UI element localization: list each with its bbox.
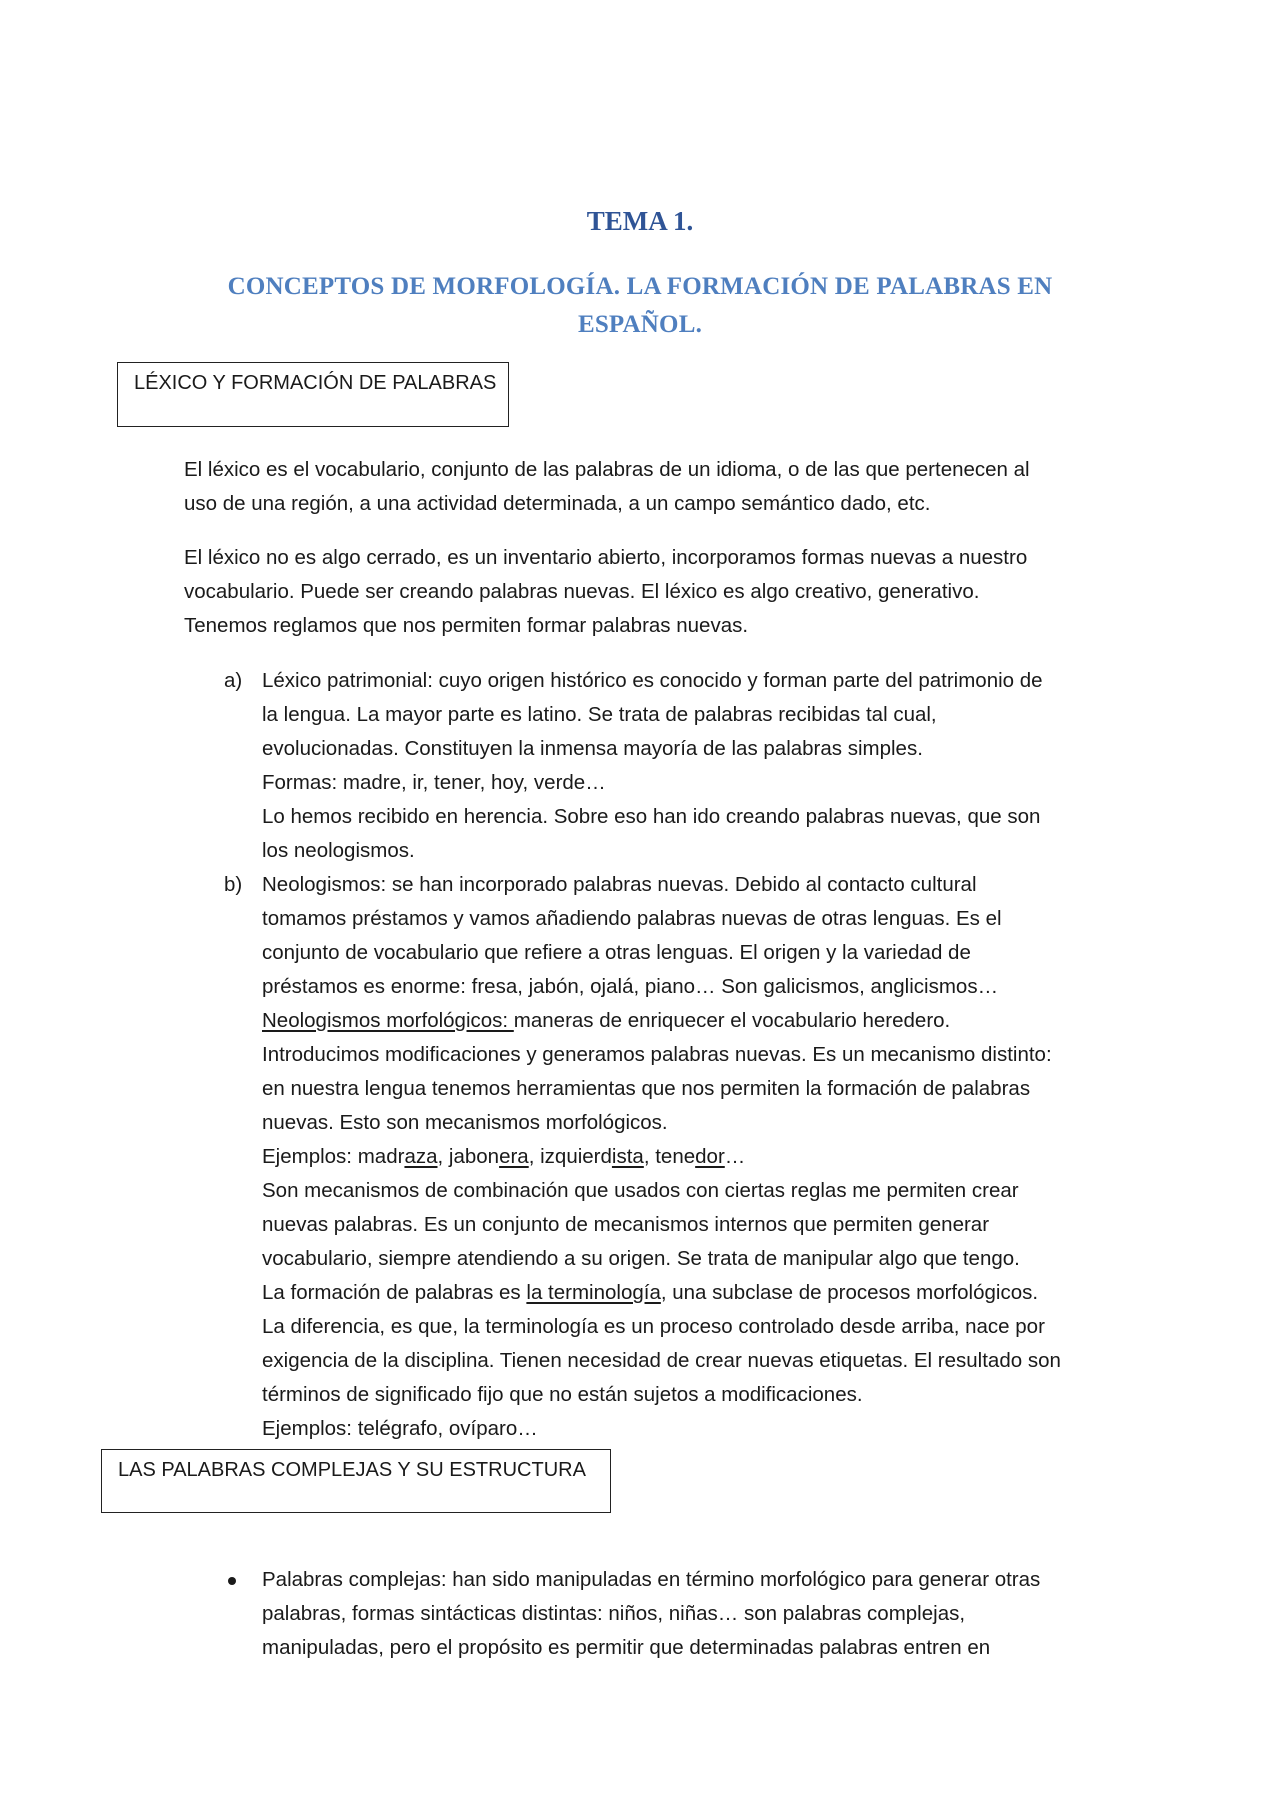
text-line: términos de significado fijo que no están sujetos a modificaciones.: [262, 1383, 863, 1406]
page-title: TEMA 1.: [586, 206, 694, 236]
word-stem: madr: [357, 1145, 405, 1168]
text-line: nuevas palabras. Es un conjunto de mecanismos internos que permiten generar: [262, 1213, 990, 1236]
section-heading-palabras-complejas: LAS PALABRAS COMPLEJAS Y SU ESTRUCTURA: [101, 1449, 611, 1513]
list-marker: b): [224, 873, 243, 896]
text-line: El léxico no es algo cerrado, es un inventario abierto, incorporamos formas nuevas a nuestro: [184, 546, 1028, 569]
ellipsis: …: [724, 1145, 746, 1168]
bullet-icon: [228, 1577, 236, 1585]
list-item-b: [184, 868, 1124, 1446]
text-run: maneras de enriquecer el vocabulario heredero.: [513, 1009, 951, 1032]
underlined-suffix: era: [499, 1145, 529, 1168]
list-marker: a): [224, 669, 243, 692]
list-item-a: [184, 664, 1124, 868]
text-line: Lo hemos recibido en herencia. Sobre eso han ido creando palabras nuevas, que son: [262, 805, 1041, 828]
bullet-list: [184, 1563, 1124, 1665]
examples-line: [262, 1140, 1124, 1174]
underlined-term: Neologismos morfológicos:: [262, 1009, 514, 1032]
text-line: nuevas. Esto son mecanismos morfológicos.: [262, 1111, 668, 1134]
subtitle-line: CONCEPTOS DE MORFOLOGÍA. LA FORMACIÓN DE PALABRAS EN: [227, 273, 1053, 300]
text-line: Palabras complejas: han sido manipuladas en término morfológico para generar otras: [262, 1568, 1041, 1591]
word-stem: jabon: [448, 1145, 500, 1168]
text-run: La formación de palabras es: [262, 1281, 527, 1304]
text-run: Ejemplos:: [262, 1145, 358, 1168]
text-line: exigencia de la disciplina. Tienen necesidad de crear nuevas etiquetas. El resultado son: [262, 1349, 1061, 1372]
lexico-list: [184, 664, 1124, 1446]
word-stem: izquierd: [540, 1145, 612, 1168]
text-line: conjunto de vocabulario que refiere a otras lenguas. El origen y la variedad de: [262, 941, 971, 964]
text-line: en nuestra lengua tenemos herramientas que nos permiten la formación de palabras: [262, 1077, 1031, 1100]
paragraph-lexico-open: [184, 541, 1104, 643]
subtitle-line: ESPAÑOL.: [577, 311, 703, 338]
text-line: los neologismos.: [262, 839, 415, 862]
separator: ,: [528, 1145, 541, 1168]
paragraph-lexico-definition: [184, 453, 1104, 521]
underlined-term: la terminología: [526, 1281, 661, 1304]
text-line: Ejemplos: telégrafo, ovíparo…: [262, 1417, 538, 1440]
text-line: El léxico es el vocabulario, conjunto de las palabras de un idioma, o de las que pertenecen al: [184, 458, 1030, 481]
text-line: Son mecanismos de combinación que usados con ciertas reglas me permiten crear: [262, 1179, 1019, 1202]
underlined-suffix: aza: [404, 1145, 438, 1168]
text-line: Neologismos: se han incorporado palabras nuevas. Debido al contacto cultural: [262, 873, 977, 896]
text-line: Tenemos reglamos que nos permiten formar palabras nuevas.: [184, 614, 749, 637]
separator: ,: [437, 1145, 449, 1168]
separator: ,: [643, 1145, 656, 1168]
text-line: Formas: madre, ir, tener, hoy, verde…: [262, 771, 606, 794]
text-line: [262, 1276, 1124, 1310]
text-line: La diferencia, es que, la terminología es un proceso controlado desde arriba, nace por: [262, 1315, 1045, 1338]
underlined-suffix: ista: [611, 1145, 644, 1168]
text-line: préstamos es enorme: fresa, jabón, ojalá, piano… Son galicismos, anglicismos…: [262, 975, 999, 998]
underlined-suffix: dor: [695, 1145, 725, 1168]
list-item: [184, 1563, 1124, 1665]
text-line: Introducimos modificaciones y generamos palabras nuevas. Es un mecanismo distinto:: [262, 1043, 1052, 1066]
word-stem: tene: [655, 1145, 696, 1168]
text-run: , una subclase de procesos morfológicos.: [660, 1281, 1039, 1304]
text-line: vocabulario, siempre atendiendo a su origen. Se trata de manipular algo que tengo.: [262, 1247, 1020, 1270]
text-line: Léxico patrimonial: cuyo origen histórico es conocido y forman parte del patrimonio de: [262, 669, 1043, 692]
text-line: manipuladas, pero el propósito es permitir que determinadas palabras entren en: [262, 1636, 991, 1659]
page-subtitle: [0, 268, 1280, 344]
text-line: uso de una región, a una actividad determinada, a un campo semántico dado, etc.: [184, 492, 931, 515]
text-line: evolucionadas. Constituyen la inmensa mayoría de las palabras simples.: [262, 737, 923, 760]
text-line: vocabulario. Puede ser creando palabras nuevas. El léxico es algo creativo, generativo.: [184, 580, 980, 603]
text-line: palabras, formas sintácticas distintas: niños, niñas… son palabras complejas,: [262, 1602, 966, 1625]
text-line: la lengua. La mayor parte es latino. Se trata de palabras recibidas tal cual,: [262, 703, 937, 726]
text-line: [262, 1004, 1124, 1038]
text-line: tomamos préstamos y vamos añadiendo palabras nuevas de otras lenguas. Es el: [262, 907, 1002, 930]
section-heading-lexico: LÉXICO Y FORMACIÓN DE PALABRAS: [117, 362, 509, 427]
